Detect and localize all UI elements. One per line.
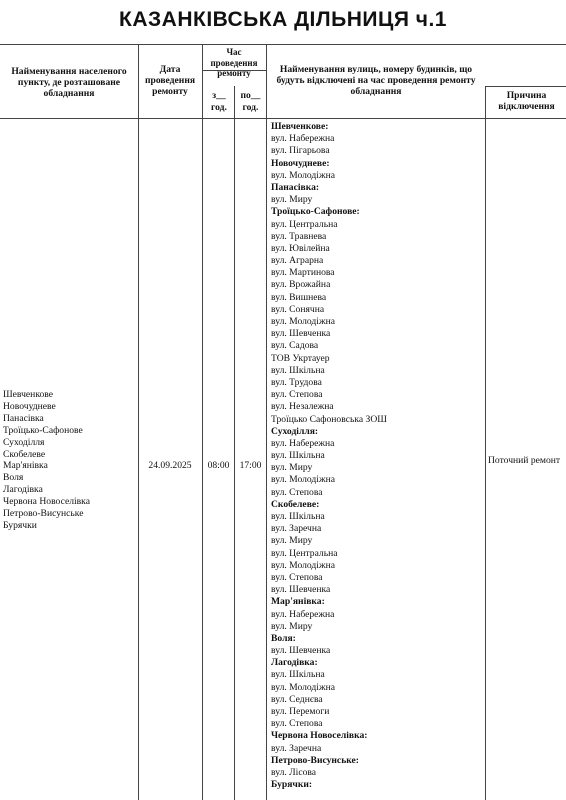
settlement-item: Новочудневе [3,400,56,412]
street-item: вул. Лісова [271,766,317,778]
street-item: вул. Центральна [271,547,338,559]
col-divider-5 [485,86,486,800]
street-item: вул. Центральна [271,218,338,230]
street-item: вул. Шевченка [271,328,331,340]
street-item: вул. Перемоги [271,706,330,717]
header-reason: Причина відключення [498,90,555,112]
street-item: вул. Аграрна [271,255,324,267]
locality-heading: Воля: [271,632,296,644]
street-item: вул. Седнєва [271,693,323,705]
street-item: вул. Степова [271,389,323,401]
street-item: вул. Шкільна [271,511,325,522]
street-item: вул. Вишнева [271,291,327,303]
repair-time-from: 08:00 [207,460,230,471]
locality-heading: Петрово-Висунське: [271,754,360,766]
settlement-item: Шевченкове [3,389,54,400]
street-item: вул. Миру [271,620,313,632]
table-top-border [0,44,566,45]
street-item: вул. Шевченка [271,645,331,657]
street-item: вул. Ювілейна [271,242,330,254]
col-divider-4 [266,44,267,800]
street-item: вул. Молодіжна [271,316,335,327]
col-divider-1 [138,44,139,800]
street-item: вул. Набережна [271,133,335,145]
street-item: вул. Шевченка [271,584,331,596]
street-item: вул. Трудова [271,376,322,388]
street-item: Троїцько Сафоновська ЗОШ [271,413,387,425]
street-item: вул. Травнева [271,230,327,242]
locality-heading: Панасівка: [271,181,320,193]
col-divider-2 [202,44,203,800]
settlement-item: Бурячки [3,519,37,531]
header-date: Дата проведення ремонту [144,64,196,97]
street-item: вул. Шкільна [271,450,325,462]
street-item: ТОВ Укртауер [271,352,330,364]
settlement-item: Мар'янівка [3,460,48,472]
locality-heading: Мар'янівка: [271,596,325,608]
repair-reason: Поточний ремонт [488,455,561,466]
page-title: КАЗАНКІВСЬКА ДІЛЬНИЦЯ ч.1 [119,8,447,31]
street-item: вул. Пігарьова [271,145,330,157]
header-to: по__ год. [240,90,261,113]
col-divider-3 [234,86,235,800]
settlement-item: Троїцько-Сафонове [3,424,83,436]
street-item: вул. Миру [271,462,313,474]
locality-heading: Лагодівка: [271,657,318,669]
settlement-item: Суходілля [3,436,45,448]
locality-heading: Шевченкове: [271,121,329,132]
street-item: вул. Сонячна [271,303,325,315]
locality-heading: Бурячки: [271,779,313,791]
street-item: вул. Миру [271,535,313,547]
street-item: вул. Садова [271,340,319,352]
settlement-item: Скобелеве [3,448,46,460]
header-streets: Найменування вулиць, номеру будинків, що будуть відключені на час проведення ремонту обладнання [276,64,476,97]
settlement-item: Панасівка [3,412,44,424]
locality-heading: Новочудневе: [271,157,330,169]
street-item: вул. Молодіжна [271,559,335,571]
street-item: вул. Молодіжна [271,681,335,693]
street-item: вул. Незалежна [271,401,334,413]
street-item: вул. Степова [271,718,323,730]
settlement-item: Червона Новоселівка [3,496,90,508]
repair-date: 24.09.2025 [148,460,192,471]
settlements-list [3,389,90,532]
street-item: вул. Молодіжна [271,474,335,486]
street-item: вул. Степова [271,571,323,583]
header-time: Час проведення ремонту [210,47,258,78]
settlement-item: Лагодівка [3,484,43,496]
street-item: вул. Степова [271,486,323,498]
street-item: вул. Набережна [271,437,335,449]
header-from: з__ год. [211,90,227,113]
street-item: вул. Шкільна [271,364,325,376]
header-bottom-border [0,118,566,119]
streets-list [271,121,387,791]
street-item: вул. Набережна [271,608,335,620]
street-item: вул. Шкільна [271,669,325,681]
locality-heading: Суходілля: [271,425,319,437]
settlement-item: Воля [3,472,24,484]
street-item: вул. Молодіжна [271,169,335,181]
repair-time-to: 17:00 [239,460,262,471]
street-item: вул. Миру [271,194,313,206]
header-settlement: Найменування населеного пункту, де розташоване обладнання [11,66,127,99]
locality-heading: Червона Новоселівка: [271,730,368,742]
locality-heading: Троїцько-Сафонове: [271,206,360,218]
locality-heading: Скобелеве: [271,498,320,510]
settlement-item: Петрово-Висунське [3,508,84,520]
street-item: вул. Врожайна [271,279,331,291]
street-item: вул. Заречна [271,523,322,535]
header-divider-reason [485,86,566,87]
street-item: вул. Мартинова [271,267,335,279]
street-item: вул. Заречна [271,742,322,754]
